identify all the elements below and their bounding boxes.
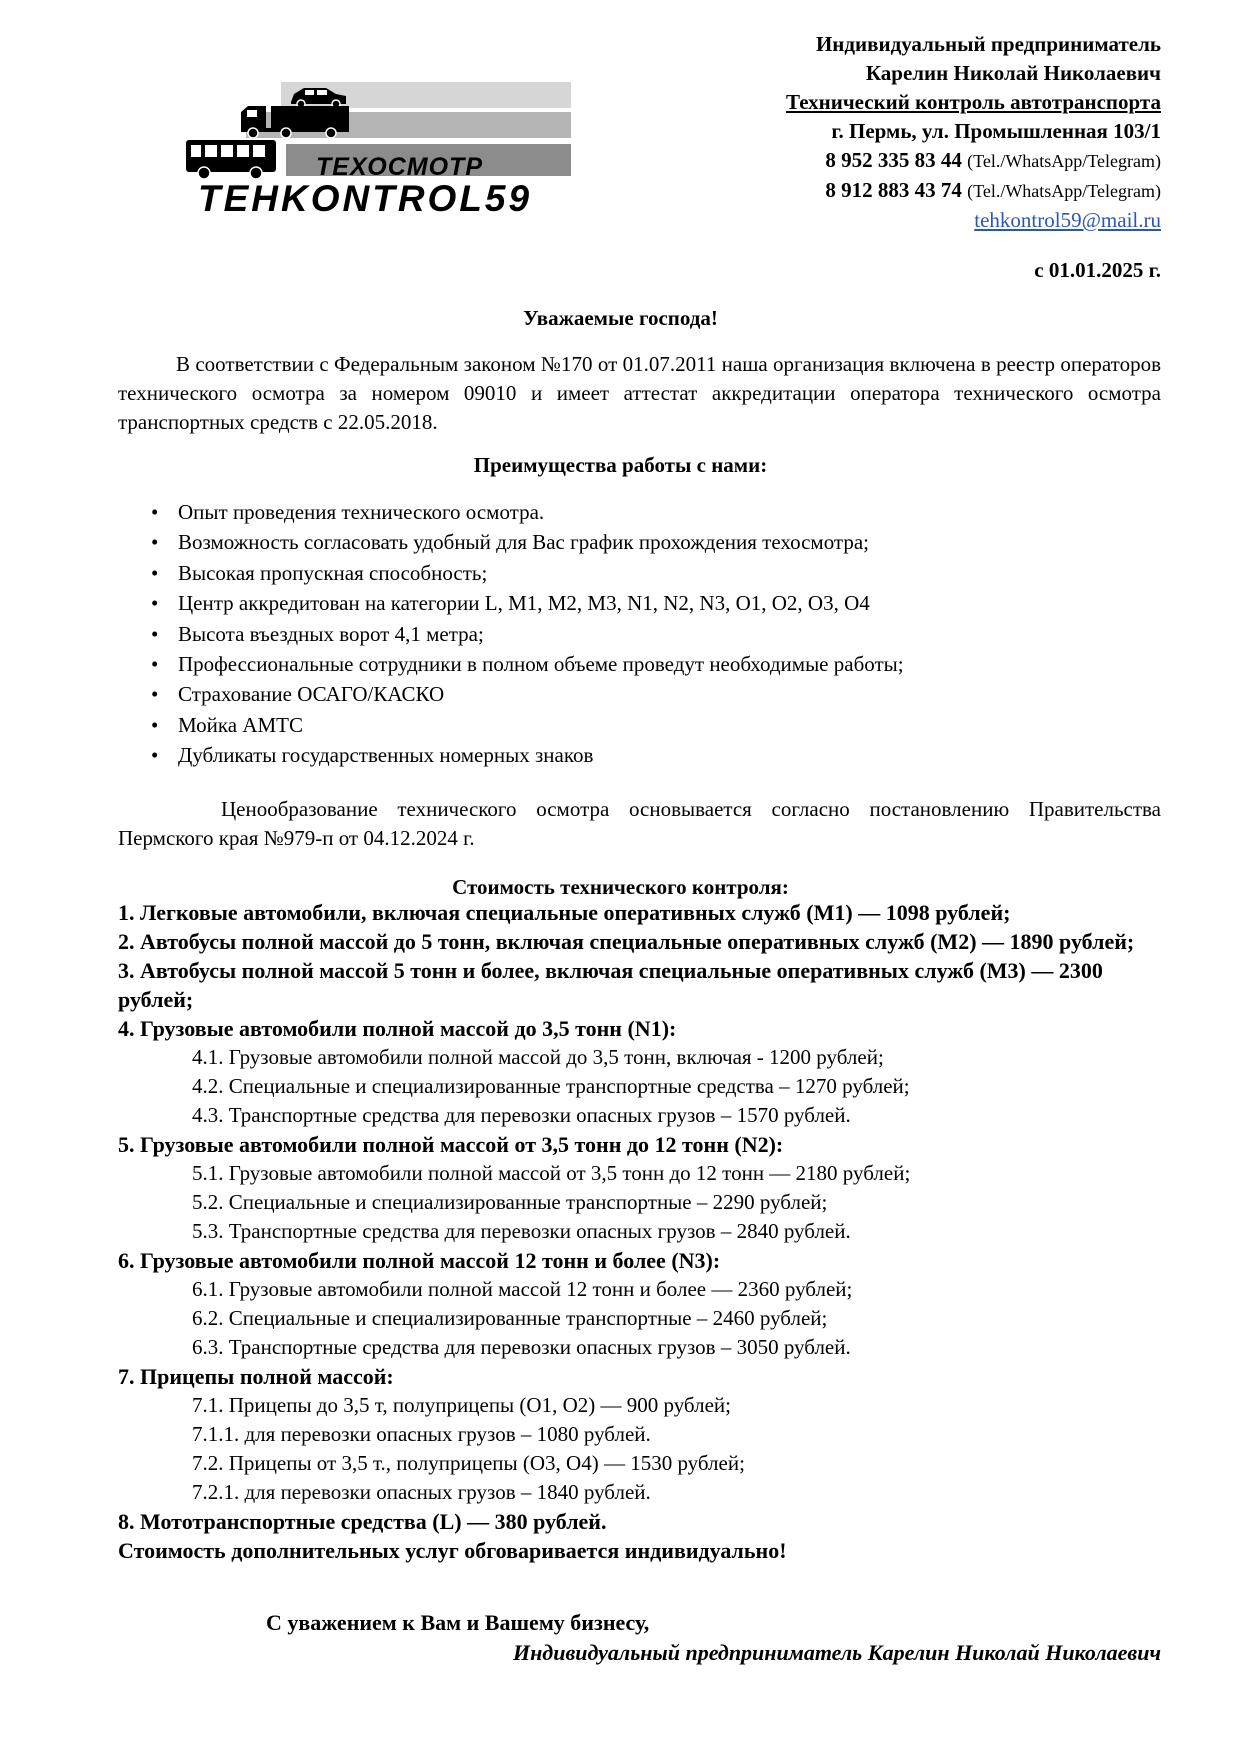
logo-text-tehkontrol: TEHKONTROL59 <box>198 178 533 219</box>
phone-2[interactable]: 8 912 883 43 74 <box>825 178 962 202</box>
bullet-icon: • <box>151 743 159 768</box>
price-subitem: 6.2. Специальные и специализированные транспортные – 2460 рублей; <box>192 1306 828 1330</box>
signature: Индивидуальный предприниматель Карелин Николай Николаевич <box>512 1640 1161 1665</box>
greeting: Уважаемые господа! <box>523 306 718 330</box>
list-item <box>118 497 904 527</box>
price-group: 5. Грузовые автомобили полной массой от 3,5 тонн до 12 тонн (N2): <box>118 1132 784 1157</box>
sender-address: г. Пермь, ул. Промышленная 103/1 <box>831 119 1161 143</box>
sender-business: Технический контроль автотранспорта <box>786 90 1161 114</box>
price-subitem: 7.2.1. для перевозки опасных грузов – 1840 рублей. <box>192 1480 651 1504</box>
list-item <box>118 558 904 588</box>
phone-2-note: (Tel./WhatsApp/Telegram) <box>967 181 1161 201</box>
bullet-icon: • <box>151 621 159 646</box>
list-item-text: Опыт проведения технического осмотра. <box>178 500 545 524</box>
price-group: 4. Грузовые автомобили полной массой до 3,5 тонн (N1): <box>118 1016 677 1041</box>
list-item <box>118 588 904 618</box>
prices-heading: Стоимость технического контроля: <box>452 875 789 899</box>
price-subitem: 5.1. Грузовые автомобили полной массой от 3,5 тонн до 12 тонн — 2180 рублей; <box>192 1161 911 1185</box>
sender-title: Индивидуальный предприниматель <box>815 32 1161 56</box>
list-item <box>118 619 904 649</box>
list-item-text: Возможность согласовать удобный для Вас график прохождения техосмотра; <box>178 530 870 555</box>
price-subitem: 4.3. Транспортные средства для перевозки опасных грузов – 1570 рублей. <box>192 1103 851 1127</box>
pricing-note: Ценообразование технического осмотра основывается согласно постановлению Правительства Пермского края №979-п от 04.12.2024 г. <box>118 797 1161 850</box>
phone-line-1 <box>786 146 1161 176</box>
price-group: 7. Прицепы полной массой: <box>118 1364 394 1389</box>
price-list <box>118 898 1161 1565</box>
company-logo <box>186 80 576 230</box>
list-item-text: Дубликаты государственных номерных знаков <box>178 743 594 768</box>
bullet-icon: • <box>151 530 159 555</box>
bullet-icon: • <box>151 500 159 524</box>
price-subitem: 4.1. Грузовые автомобили полной массой до 3,5 тонн, включая - 1200 рублей; <box>192 1045 884 1069</box>
list-item-text: Высокая пропускная способность; <box>178 560 488 585</box>
bullet-icon: • <box>151 652 159 677</box>
price-item: 8. Мототранспортные средства (L) — 380 рублей. <box>118 1509 607 1534</box>
list-item-text: Профессиональные сотрудники в полном объеме проведут необходимые работы; <box>178 652 904 677</box>
logo-text-tekhosmotr: ТЕХОСМОТР <box>316 153 484 181</box>
price-item: 3. Автобусы полной массой 5 тонн и более, включая специальные оперативных служб (М3) — 2300 рублей; <box>118 958 1103 1012</box>
intro-paragraph: В соответствии с Федеральным законом №170 от 01.07.2011 наша организация включена в реестр операторов технического осмотра за номером 09010 и имеет аттестат аккредитации оператора технического осмотра транспортных средств с 22.05.2018. <box>118 352 1161 434</box>
list-item-text: Страхование ОСАГО/КАСКО <box>178 682 445 707</box>
list-item <box>118 527 904 557</box>
phone-line-2 <box>786 176 1161 206</box>
bullet-icon: • <box>151 591 159 616</box>
price-subitem: 7.1.1. для перевозки опасных грузов – 1080 рублей. <box>192 1422 651 1446</box>
price-subitem: 6.3. Транспортные средства для перевозки опасных грузов – 3050 рублей. <box>192 1335 851 1359</box>
sender-name: Карелин Николай Николаевич <box>865 61 1161 85</box>
price-group: 6. Грузовые автомобили полной массой 12 тонн и более (N3): <box>118 1248 721 1273</box>
list-item-text: Центр аккредитован на категории L, M1, M2, M3, N1, N2, N3, O1, O2, O3, O4 <box>178 591 870 616</box>
list-item <box>118 649 904 679</box>
email-link[interactable]: tehkontrol59@mail.ru <box>974 208 1161 232</box>
price-subitem: 7.2. Прицепы от 3,5 т., полуприцепы (О3, О4) — 1530 рублей; <box>192 1451 745 1475</box>
phone-1[interactable]: 8 952 335 83 44 <box>825 148 962 172</box>
price-item: 2. Автобусы полной массой до 5 тонн, включая специальные оперативных служб (М2) — 1890 рублей; <box>118 929 1135 954</box>
phone-1-note: (Tel./WhatsApp/Telegram) <box>967 151 1161 171</box>
list-item-text: Высота въездных ворот 4,1 метра; <box>178 621 484 646</box>
price-item: 1. Легковые автомобили, включая специальные оперативных служб (М1) — 1098 рублей; <box>118 900 1011 925</box>
list-item-text: Мойка АМТС <box>178 712 304 737</box>
list-item <box>118 679 904 709</box>
price-subitem: 5.2. Специальные и специализированные транспортные – 2290 рублей; <box>192 1190 828 1214</box>
bullet-icon: • <box>151 682 159 707</box>
effective-date: с 01.01.2025 г. <box>1034 258 1161 282</box>
price-subitem: 7.1. Прицепы до 3,5 т, полуприцепы (О1, О2) — 900 рублей; <box>192 1393 731 1417</box>
advantages-heading: Преимущества работы с нами: <box>473 453 768 477</box>
bullet-icon: • <box>151 560 159 585</box>
price-subitem: 5.3. Транспортные средства для перевозки опасных грузов – 2840 рублей. <box>192 1219 851 1243</box>
sender-header <box>786 30 1161 235</box>
advantages-list <box>118 497 904 771</box>
bus-icon <box>186 140 276 179</box>
additional-services-note: Стоимость дополнительных услуг обговаривается индивидуально! <box>118 1538 787 1563</box>
list-item <box>118 710 904 740</box>
list-item <box>118 740 904 770</box>
price-subitem: 4.2. Специальные и специализированные транспортные средства – 1270 рублей; <box>192 1074 910 1098</box>
price-subitem: 6.1. Грузовые автомобили полной массой 12 тонн и более — 2360 рублей; <box>192 1277 853 1301</box>
closing-phrase: С уважением к Вам и Вашему бизнесу, <box>266 1610 650 1635</box>
bullet-icon: • <box>151 712 159 737</box>
